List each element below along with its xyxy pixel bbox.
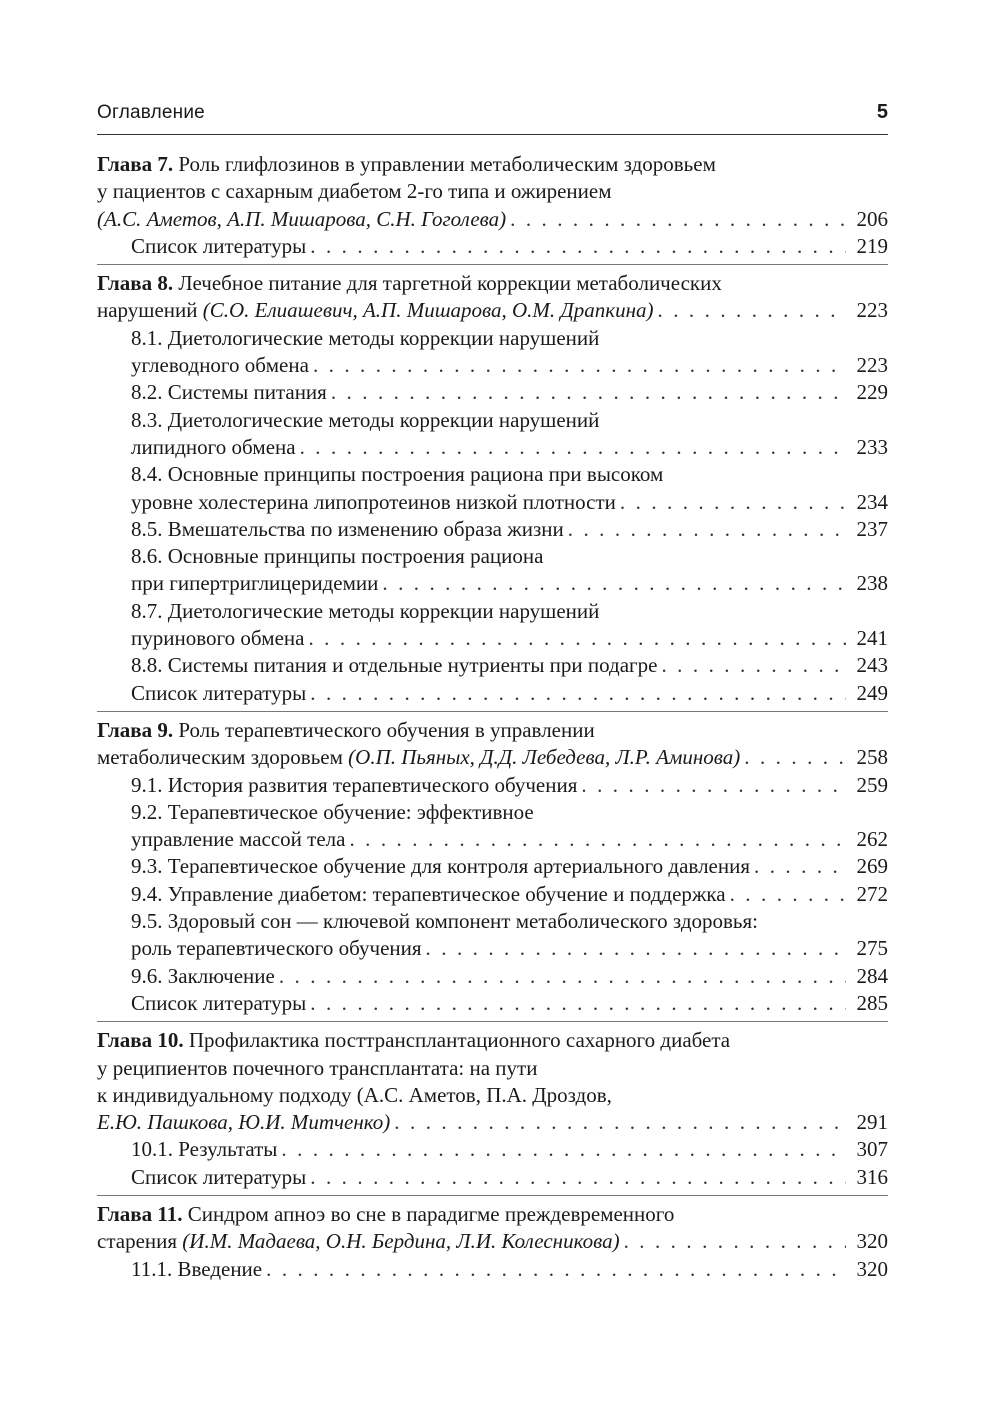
- chapter-title-line: [97, 178, 888, 205]
- section-title: уровне холестерина липопротеинов низкой плотности: [131, 489, 616, 514]
- toc-section-entry[interactable]: [97, 1164, 888, 1191]
- section-page: 316: [856, 1164, 888, 1189]
- dot-leader: [658, 297, 846, 324]
- dot-leader: [310, 1164, 846, 1191]
- chapter-authors: (О.П. Пьяных, Д.Д. Лебедева, Л.Р. Аминова): [348, 745, 741, 770]
- chapter-title: у пациентов с сахарным диабетом 2-го типа и ожирением: [97, 179, 612, 204]
- section-title: Список литературы: [131, 1164, 307, 1189]
- section-page: 233: [856, 434, 888, 459]
- dot-leader: [308, 625, 846, 652]
- section-title: 8.3. Диетологические методы коррекции нарушений: [131, 407, 600, 432]
- section-page: 219: [856, 233, 888, 258]
- toc-section-entry[interactable]: [97, 625, 888, 652]
- toc-section-entry[interactable]: [97, 826, 888, 853]
- dot-leader: [349, 826, 846, 853]
- chapter-entry-text: [97, 744, 740, 771]
- toc-section-entry[interactable]: [97, 379, 888, 406]
- chapter-entry-line[interactable]: [97, 297, 888, 324]
- dot-leader: [266, 1256, 846, 1283]
- section-title: 9.5. Здоровый сон — ключевой компонент метаболического здоровья:: [131, 909, 758, 934]
- chapter-title: Профилактика посттрансплантационного сахарного диабета: [188, 1028, 731, 1053]
- section-title: 8.1. Диетологические методы коррекции нарушений: [131, 325, 600, 350]
- chapter-authors: (И.М. Мадаева, О.Н. Бердина, Л.И. Колесникова): [182, 1229, 620, 1254]
- section-page: 275: [856, 936, 888, 961]
- chapter-page: 206: [856, 206, 888, 231]
- section-title-line: [97, 407, 888, 434]
- section-title: углеводного обмена: [131, 353, 309, 378]
- chapter-title-text: [97, 178, 612, 205]
- chapter-title-line: [97, 1201, 888, 1228]
- chapter-title-line: [97, 1082, 888, 1109]
- section-title-line: [97, 598, 888, 625]
- toc-section-entry[interactable]: [97, 772, 888, 799]
- chapter-entry-text: [97, 1109, 390, 1136]
- section-title: 8.6. Основные принципы построения рациона: [131, 544, 544, 569]
- section-title-line: [97, 461, 888, 488]
- section-page: 237: [856, 516, 888, 541]
- section-page: 320: [856, 1256, 888, 1281]
- chapter-entry-line[interactable]: [97, 1109, 888, 1136]
- chapter-title-text: [97, 1082, 612, 1109]
- section-title: Список литературы: [131, 990, 307, 1015]
- section-title: 8.8. Системы питания и отдельные нутриенты при подагре: [131, 653, 658, 678]
- section-page: 249: [856, 680, 888, 705]
- chapter-ch10: [97, 1027, 888, 1191]
- dot-leader: [510, 206, 846, 233]
- chapter-title: Лечебное питание для таргетной коррекции метаболических: [178, 271, 722, 296]
- chapter-title-line: [97, 1027, 888, 1054]
- section-title: 9.2. Терапевтическое обучение: эффективное: [131, 799, 534, 824]
- section-title: роль терапевтического обучения: [131, 936, 422, 961]
- toc-section-entry[interactable]: [97, 233, 888, 260]
- toc-section-entry[interactable]: [97, 652, 888, 679]
- dot-leader: [744, 744, 846, 771]
- section-title: пуринового обмена: [131, 626, 305, 651]
- table-of-contents: [97, 151, 888, 1283]
- section-title: 10.1. Результаты: [131, 1137, 278, 1162]
- chapter-title-text: [97, 1027, 730, 1054]
- chapter-label: Глава 8.: [97, 271, 174, 296]
- section-page: 284: [856, 963, 888, 988]
- section-page: 285: [856, 990, 888, 1015]
- chapter-separator: [97, 1195, 888, 1196]
- chapter-title: Роль глифлозинов в управлении метаболическим здоровьем: [178, 152, 716, 176]
- section-title: управление массой тела: [131, 827, 346, 852]
- chapter-ch8: [97, 270, 888, 707]
- dot-leader: [661, 652, 846, 679]
- toc-section-entry[interactable]: [97, 570, 888, 597]
- chapter-ch11: [97, 1201, 888, 1283]
- section-title: 11.1. Введение: [131, 1256, 263, 1281]
- chapter-ch7: [97, 151, 888, 260]
- section-title: липидного обмена: [131, 434, 296, 459]
- chapter-separator: [97, 711, 888, 712]
- section-page: 262: [856, 827, 888, 852]
- section-title: 8.5. Вмешательства по изменению образа жизни: [131, 516, 564, 541]
- section-title: 9.1. История развития терапевтического обучения: [131, 772, 578, 797]
- section-page: 307: [856, 1137, 888, 1162]
- chapter-title-line: [97, 151, 888, 178]
- section-page: 269: [856, 854, 888, 879]
- section-title-line: [97, 543, 888, 570]
- toc-section-entry[interactable]: [97, 853, 888, 880]
- chapter-label: Глава 7.: [97, 152, 174, 176]
- chapter-title: к индивидуальному подходу (А.С. Аметов, П.А. Дроздов,: [97, 1082, 612, 1107]
- section-title: 8.2. Системы питания: [131, 380, 327, 405]
- chapter-page: 223: [856, 298, 888, 323]
- chapter-separator: [97, 264, 888, 265]
- chapter-entry-line[interactable]: [97, 206, 888, 233]
- chapter-authors: (А.С. Аметов, А.П. Мишарова, С.Н. Гоголева): [97, 206, 507, 231]
- chapter-title-text: [97, 270, 722, 297]
- section-title-line: [97, 908, 888, 935]
- dot-leader: [394, 1109, 846, 1136]
- section-page: 238: [856, 571, 888, 596]
- section-page: 241: [856, 626, 888, 651]
- chapter-title: старения: [97, 1229, 178, 1254]
- chapter-page: 291: [856, 1110, 888, 1135]
- section-title: 9.4. Управление диабетом: терапевтическое обучение и поддержка: [131, 881, 726, 906]
- section-title: Список литературы: [131, 680, 307, 705]
- toc-section-entry[interactable]: [97, 352, 888, 379]
- chapter-page: 258: [856, 745, 888, 770]
- toc-section-entry[interactable]: [97, 516, 888, 543]
- toc-section-entry[interactable]: [97, 963, 888, 990]
- section-page: 229: [856, 380, 888, 405]
- chapter-title-line: [97, 270, 888, 297]
- section-title: 8.4. Основные принципы построения рациона при высоком: [131, 462, 664, 487]
- section-page: 243: [856, 653, 888, 678]
- toc-section-entry[interactable]: [97, 1136, 888, 1163]
- dot-leader: [313, 352, 846, 379]
- dot-leader: [279, 963, 846, 990]
- chapter-title: у реципиентов почечного трансплантата: на пути: [97, 1055, 538, 1080]
- toc-section-entry[interactable]: [97, 489, 888, 516]
- section-title: 9.6. Заключение: [131, 963, 275, 988]
- section-title: Список литературы: [131, 233, 307, 258]
- page-header: [97, 100, 888, 128]
- dot-leader: [624, 1228, 846, 1255]
- section-page: 259: [856, 772, 888, 797]
- chapter-entry-text: [97, 297, 654, 324]
- chapter-label: Глава 9.: [97, 717, 174, 742]
- dot-leader: [730, 881, 846, 908]
- toc-section-entry[interactable]: [97, 990, 888, 1017]
- dot-leader: [310, 990, 846, 1017]
- chapter-entry-text: [97, 206, 506, 233]
- chapter-title-line: [97, 717, 888, 744]
- dot-leader: [281, 1136, 846, 1163]
- toc-section-entry[interactable]: [97, 881, 888, 908]
- toc-section-entry[interactable]: [97, 680, 888, 707]
- chapter-title-text: [97, 151, 716, 178]
- chapter-separator: [97, 1021, 888, 1022]
- chapter-entry-line[interactable]: [97, 1228, 888, 1255]
- running-head-title: Оглавление: [97, 102, 205, 123]
- section-title-line: [97, 325, 888, 352]
- section-title: 9.3. Терапевтическое обучение для контроля артериального давления: [131, 854, 751, 879]
- chapter-title-text: [97, 1201, 674, 1228]
- dot-leader: [581, 772, 846, 799]
- chapter-authors: (С.О. Елиашевич, А.П. Мишарова, О.М. Драпкина): [202, 298, 654, 323]
- chapter-title: Роль терапевтического обучения в управлении: [178, 717, 595, 742]
- section-title: 8.7. Диетологические методы коррекции нарушений: [131, 598, 600, 623]
- dot-leader: [331, 379, 846, 406]
- chapter-title-line: [97, 1055, 888, 1082]
- page-number: 5: [876, 101, 888, 123]
- chapter-title: Синдром апноэ во сне в парадигме преждевременного: [187, 1201, 675, 1226]
- chapter-title-text: [97, 717, 595, 744]
- toc-section-entry[interactable]: [97, 434, 888, 461]
- dot-leader: [754, 853, 846, 880]
- section-page: 272: [856, 881, 888, 906]
- chapter-title: нарушений: [97, 298, 198, 323]
- section-title: при гипертриглицеридемии: [131, 571, 379, 596]
- chapter-label: Глава 10.: [97, 1028, 184, 1053]
- toc-section-entry[interactable]: [97, 1256, 888, 1283]
- header-rule: [97, 134, 888, 135]
- chapter-title: метаболическим здоровьем: [97, 745, 343, 770]
- dot-leader: [310, 680, 846, 707]
- section-page: 223: [856, 353, 888, 378]
- section-page: 234: [856, 489, 888, 514]
- chapter-entry-line[interactable]: [97, 744, 888, 771]
- chapter-label: Глава 11.: [97, 1201, 183, 1226]
- toc-section-entry[interactable]: [97, 935, 888, 962]
- chapter-entry-text: [97, 1228, 620, 1255]
- chapter-authors: Е.Ю. Пашкова, Ю.И. Митченко): [97, 1110, 391, 1135]
- dot-leader: [568, 516, 846, 543]
- dot-leader: [382, 570, 846, 597]
- chapter-page: 320: [856, 1229, 888, 1254]
- section-title-line: [97, 799, 888, 826]
- dot-leader: [310, 233, 846, 260]
- chapter-title-text: [97, 1055, 537, 1082]
- chapter-ch9: [97, 717, 888, 1017]
- dot-leader: [300, 434, 846, 461]
- dot-leader: [426, 935, 846, 962]
- dot-leader: [620, 489, 846, 516]
